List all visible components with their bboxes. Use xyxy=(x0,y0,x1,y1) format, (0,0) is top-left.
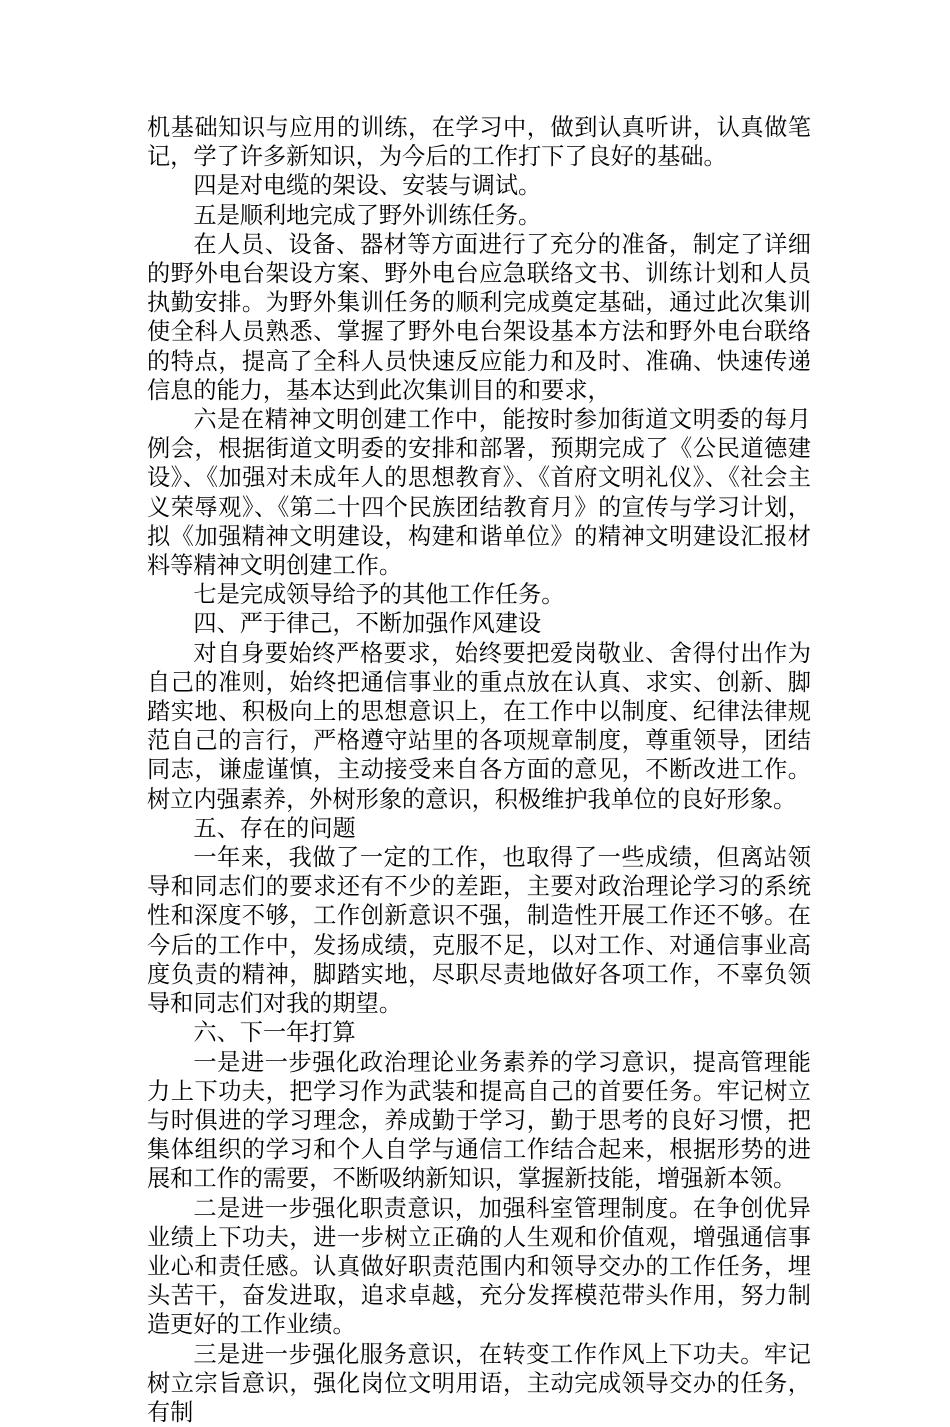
paragraph: 对自身要始终严格要求，始终要把爱岗敬业、舍得付出作为自己的准则，始终把通信事业的重点放在认真、求实、创新、脚踏实地、积极向上的思想意识上，在工作中以制度、纪律法律规范自己的言行，严格遵守站里的各项规章制度，尊重领导，团结同志，谦虚谨慎，主动接受来自各方面的意见，不断改进工作。树立内强素养，外树形象的意识，积极维护我单位的良好形象。 xyxy=(147,639,811,813)
paragraph: 六是在精神文明创建工作中，能按时参加街道文明委的每月例会，根据街道文明委的安排和部署，预期完成了《公民道德建设》、《加强对未成年人的思想教育》、《首府文明礼仪》、《社会主义荣辱观》、《第二十四个民族团结教育月》的宣传与学习计划，拟《加强精神文明建设，构建和谐单位》的精神文明建设汇报材料等精神文明创建工作。 xyxy=(147,406,811,580)
paragraph: 三是进一步强化服务意识，在转变工作作风上下功夫。牢记树立宗旨意识，强化岗位文明用语，主动完成领导交办的任务，有制 xyxy=(147,1340,811,1426)
paragraph: 五是顺利地完成了野外训练任务。 xyxy=(193,201,542,229)
paragraph: 一是进一步强化政治理论业务素养的学习意识，提高管理能力上下功夫，把学习作为武装和提高自己的首要任务。牢记树立与时俱进的学习理念，养成勤于学习，勤于思考的良好习惯，把集体组织的学习和个人自学与通信工作结合起来，根据形势的进展和工作的需要，不断吸纳新知识，掌握新技能，增强新本领。 xyxy=(147,1048,811,1193)
paragraph: 四是对电缆的架设、安装与调试。 xyxy=(193,172,542,200)
paragraph: 二是进一步强化职责意识，加强科室管理制度。在争创优异业绩上下功夫，进一步树立正确的人生观和价值观，增强通信事业心和责任感。认真做好职责范围内和领导交办的工作任务，埋头苦干，奋发进取，追求卓越，充分发挥模范带头作用，努力制造更好的工作业绩。 xyxy=(147,1194,811,1339)
paragraph: 一年来，我做了一定的工作，也取得了一些成绩，但离站领导和同志们的要求还有不少的差距，主要对政治理论学习的系统性和深度不够，工作创新意识不强，制造性开展工作还不够。在今后的工作中，发扬成绩，克服不足，以对工作、对通信事业高度负责的精神，脚踏实地，尽职尽责地做好各项工作，不辜负领导和同志们对我的期望。 xyxy=(147,844,811,1018)
section-heading: 六、下一年打算 xyxy=(193,1019,356,1047)
document-body xyxy=(147,113,811,1427)
section-heading: 四、严于律己，不断加强作风建设 xyxy=(193,610,542,638)
section-heading: 五、存在的问题 xyxy=(193,814,356,842)
paragraph: 在人员、设备、器材等方面进行了充分的准备，制定了详细的野外电台架设方案、野外电台应急联络文书、训练计划和人员执勤安排。为野外集训任务的顺利完成奠定基础，通过此次集训使全科人员熟悉、掌握了野外电台架设基本方法和野外电台联络的特点，提高了全科人员快速反应能力和及时、准确、快速传递信息的能力，基本达到此次集训目的和要求， xyxy=(147,230,811,404)
paragraph: 七是完成领导给予的其他工作任务。 xyxy=(193,581,565,609)
paragraph: 机基础知识与应用的训练，在学习中，做到认真听讲，认真做笔记，学了许多新知识，为今后的工作打下了良好的基础。 xyxy=(147,114,811,171)
